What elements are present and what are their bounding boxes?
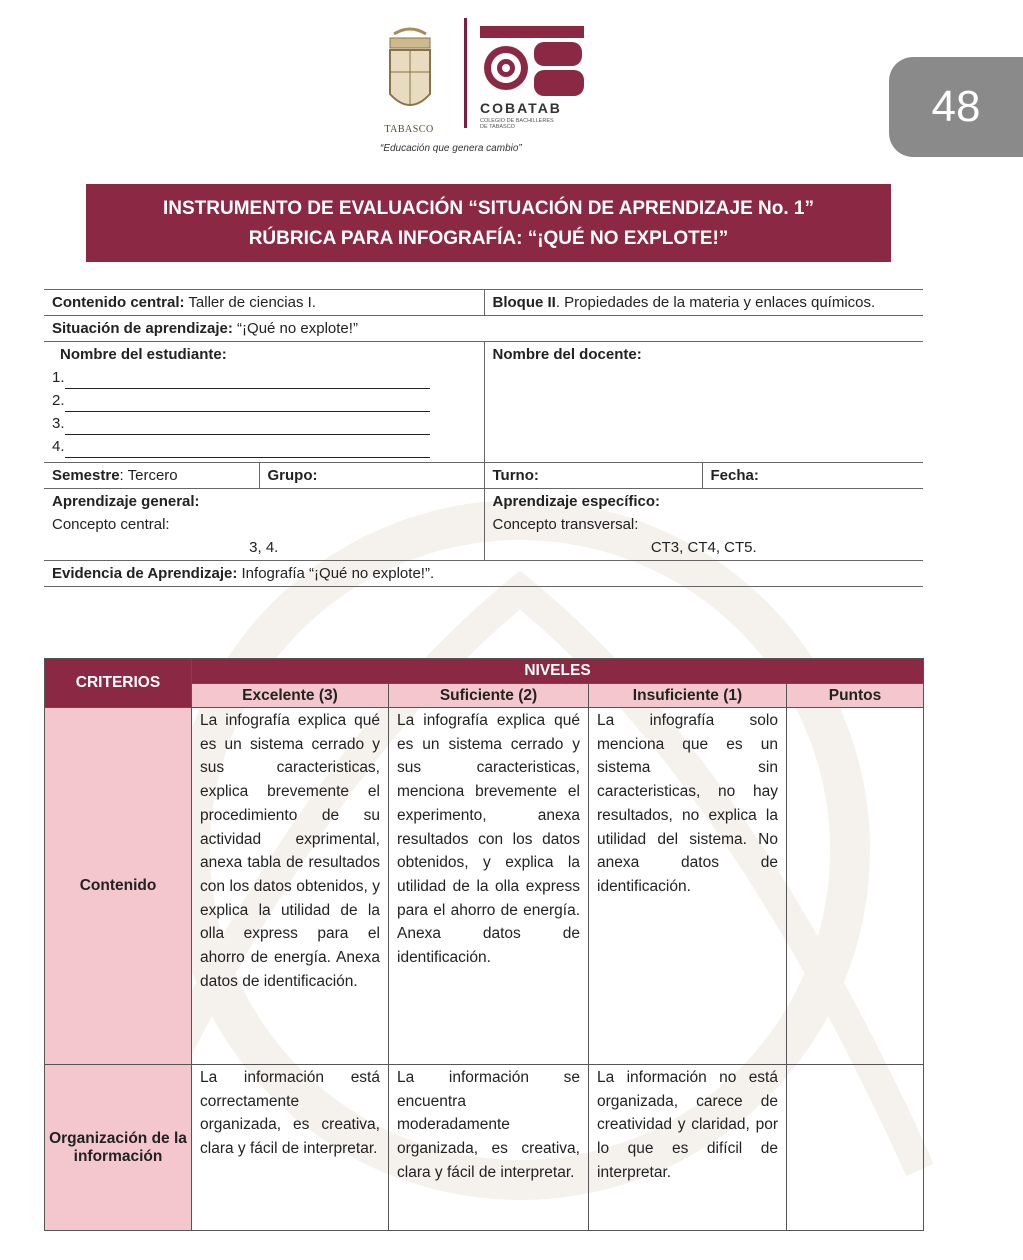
organizacion-puntos[interactable] xyxy=(787,1065,924,1231)
page-number: 48 xyxy=(931,82,981,131)
evidencia-value: Infografía “¡Qué no explote!”. xyxy=(237,565,435,582)
concepto-central-label: Concepto central: xyxy=(52,516,170,533)
level-excelente: Excelente (3) xyxy=(192,684,389,708)
student-line-1[interactable]: 1. xyxy=(52,366,476,389)
student-line-3[interactable]: 3. xyxy=(52,412,476,435)
organizacion-insuficiente: La información no está organizada, carece de creatividad y claridad, por lo que es difícil de interpretar. xyxy=(589,1065,787,1231)
state-name: TABASCO xyxy=(384,124,434,135)
semestre-label: Semestre xyxy=(52,467,120,484)
level-puntos: Puntos xyxy=(787,684,924,708)
situacion-value: “¡Qué no explote!” xyxy=(232,320,358,337)
criterion-contenido: Contenido xyxy=(45,708,192,1065)
turno-label: Turno: xyxy=(492,467,539,484)
grupo-label: Grupo: xyxy=(267,467,318,484)
banner-title-line2: RÚBRICA PARA INFOGRAFÍA: “¡QUÉ NO EXPLOTE!” xyxy=(248,228,729,249)
criterion-organizacion: Organización de la información xyxy=(45,1065,192,1231)
logo-divider xyxy=(464,18,467,128)
contenido-excelente: La infografía explica qué es un sistema cerrado y sus caracteristicas, explica brevemente el procedimiento de su actividad exprimental, anexa tabla de resultados con los datos obtenidos, y explica la utilidad de la olla express para el ahorro de energía. Anexa datos de identificación. xyxy=(192,708,389,1065)
concepto-central-value: 3, 4. xyxy=(249,539,279,556)
slogan: “Educación que genera cambio” xyxy=(380,143,522,154)
contenido-suficiente: La infografía explica qué es un sistema cerrado y sus caracteristicas, menciona brevemente el experimento, anexa resultados con los datos obtenidos, y explica la utilidad de la olla express para el ahorro de energía. Anexa datos de identificación. xyxy=(389,708,589,1065)
ap-general-label: Aprendizaje general: xyxy=(52,493,200,510)
title-banner xyxy=(86,184,891,262)
header-logos xyxy=(380,18,610,154)
institution-name: COBATAB xyxy=(480,100,562,116)
level-suficiente: Suficiente (2) xyxy=(389,684,589,708)
criterios-header: CRITERIOS xyxy=(45,659,192,708)
estudiante-label: Nombre del estudiante: xyxy=(60,346,227,363)
level-insuficiente: Insuficiente (1) xyxy=(589,684,787,708)
contenido-label: Contenido central: xyxy=(52,294,185,311)
rubric-table xyxy=(44,658,924,1231)
bloque-label: Bloque II xyxy=(492,294,556,311)
organizacion-excelente: La información está correctamente organizada, es creativa, clara y fácil de interpretar. xyxy=(192,1065,389,1231)
concepto-transversal-label: Concepto transversal: xyxy=(492,516,639,533)
table-row xyxy=(45,708,924,1065)
evidencia-label: Evidencia de Aprendizaje: xyxy=(52,565,238,582)
situacion-label: Situación de aprendizaje: xyxy=(52,320,233,337)
concepto-transversal-value: CT3, CT4, CT5. xyxy=(650,539,757,556)
niveles-header: NIVELES xyxy=(192,659,924,684)
institution-fullname: COLEGIO DE BACHILLERES DE TABASCO xyxy=(480,118,554,130)
docente-label: Nombre del docente: xyxy=(492,346,642,363)
organizacion-suficiente: La información se encuentra moderadamente organizada, es creativa, clara y fácil de interpretar. xyxy=(389,1065,589,1231)
page-number-tab xyxy=(889,57,1023,157)
info-table xyxy=(44,289,923,587)
contenido-value: Taller de ciencias I. xyxy=(184,294,316,311)
bloque-value: . Propiedades de la materia y enlaces químicos. xyxy=(555,294,876,311)
cobatab-logo-icon xyxy=(480,26,588,98)
semestre-value: : Tercero xyxy=(119,467,178,484)
student-line-2[interactable]: 2. xyxy=(52,389,476,412)
table-row xyxy=(45,1065,924,1231)
fecha-label: Fecha: xyxy=(710,467,759,484)
tabasco-shield-icon xyxy=(386,24,434,120)
contenido-puntos[interactable] xyxy=(787,708,924,1065)
banner-title-line1: INSTRUMENTO DE EVALUACIÓN “SITUACIÓN DE APRENDIZAJE No. 1” xyxy=(163,198,814,219)
student-line-4[interactable]: 4. xyxy=(52,435,476,458)
ap-especifico-label: Aprendizaje específico: xyxy=(492,493,661,510)
contenido-insuficiente: La infografía solo menciona que es un sistema sin caracteristicas, no hay resultados, no explica la utilidad del sistema. No anexa datos de identificación. xyxy=(589,708,787,1065)
